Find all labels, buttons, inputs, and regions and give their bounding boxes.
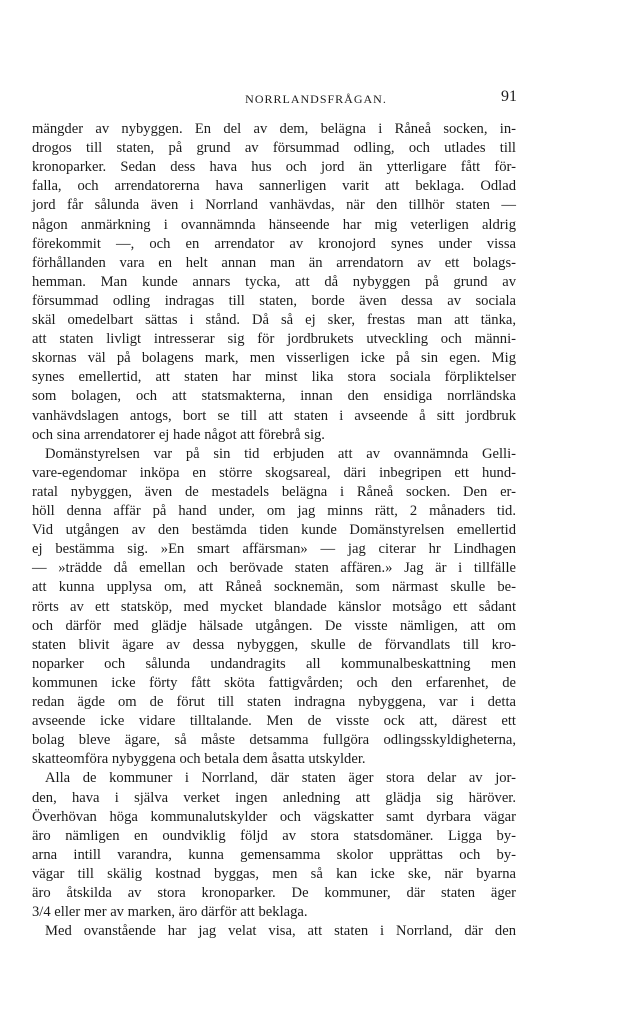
text-line: skornas väl på bolagens mark, men visserligen icke på sin egen. Mig <box>32 350 516 367</box>
text-line: bolag bleve ägare, så måste detsamma fullgöra odlingsskyldigheterna, <box>32 732 516 749</box>
text-line: noparker och sålunda undandragits all kommunalbeskattning men <box>32 655 516 672</box>
text-line: jord får sålunda även i Norrland vanhävdas, när den tillhör staten — <box>32 197 516 214</box>
text-line: försummad odling indragas till staten, borde även dessa av sociala <box>32 292 516 309</box>
text-line: synes emellertid, att staten har minst lika stora sociala förpliktelser <box>32 369 516 386</box>
text-line: Överhövan höga kommunalutskylder och vägskatter samt dyrbara vägar <box>32 808 516 825</box>
text-line: höll denna affär på hand under, om jag minns rätt, 2 månaders tid. <box>32 503 516 519</box>
text-line: skatteomföra nybyggena och betala dem åsatta utskylder. <box>32 751 366 768</box>
text-line: arna intill varandra, kunna gemensamma skolor upprättas och by- <box>32 846 516 863</box>
text-line: den, hava i själva verket ingen anledning att glädja sig häröver. <box>32 789 516 806</box>
text-line: 3/4 eller mer av marken, äro därför att beklaga. <box>32 904 308 921</box>
text-line: skäl omedelbart sättas i stånd. Då så ej sker, frestas man att tänka, <box>32 312 516 328</box>
text-line: att kunna upplysa om, att Råneå socknemän, som närmast skulle be- <box>32 579 516 596</box>
text-line: ratal nybyggen, även de mestadels belägna i Råneå socken. Den er- <box>32 483 516 500</box>
text-line: någon anmärkning i ovannämnda hänseende har mig veterligen aldrig <box>32 216 516 233</box>
text-line: kommunen icke förty fått sköta fattigvården; och den erfarenhet, de <box>32 674 516 691</box>
text-line: Vid utgången av den bestämda tiden kunde Domänstyrelsen emellertid <box>32 522 516 539</box>
text-line: Alla de kommuner i Norrland, där staten äger stora delar av jor- <box>45 770 516 787</box>
text-line: avseende icke vidare tilltalande. Men de visste ock att, därest ett <box>32 713 516 730</box>
text-line: kronoparker. Sedan dess hava hus och jord än ytterligare fått för- <box>32 159 516 176</box>
text-line: falla, och arrendatorerna hava sannerligen varit att beklaga. Odlad <box>32 178 516 195</box>
text-line: äro åtskilda av stora kronoparker. De kommuner, där staten äger <box>32 885 516 901</box>
text-line: ej bestämma sig. »En smart affärsman» — jag citerar hr Lindhagen <box>32 541 516 558</box>
text-line: förekommit —, och en arrendator av kronojord synes under vissa <box>32 235 516 252</box>
text-line: Med ovanstående har jag velat visa, att staten i Norrland, där den <box>45 923 516 940</box>
text-line: rörts av ett statsköp, med mycket blandade känslor motsågo ett sådant <box>32 598 516 615</box>
text-line: hemman. Man kunde annars tycka, att då nybyggen på grund av <box>32 273 516 290</box>
text-line: vanhävdslagen antogs, bort se till att staten i avseende å sitt jordbruk <box>32 407 516 424</box>
text-line: förhållanden vara en helt annan man än arrendatorn av ett bolags- <box>32 254 516 271</box>
text-line: som bolagen, och att statsmakterna, innan den ensidiga norrländska <box>32 388 516 405</box>
text-line: vägar till skälig kostnad byggas, men så kan icke ske, när byarna <box>32 865 516 882</box>
text-line: och därför med glädje hälsade utgången. De visste nämligen, att om <box>32 617 516 634</box>
running-title: NORRLANDSFRÅGAN. <box>245 92 387 106</box>
text-line: staten blivit ägare av dessa nybyggen, skulle de förvandlats till kro- <box>32 636 516 653</box>
text-line: äro nämligen en oundviklig följd av stora statsdomäner. Ligga by- <box>32 827 516 844</box>
text-line: drogos till staten, på grund av försummad odling, och utlades till <box>32 140 516 157</box>
text-line: redan ägde om de förut till staten indragna nybyggena, var i detta <box>32 694 516 710</box>
text-line: mängder av nybyggen. En del av dem, belägna i Råneå socken, in- <box>32 121 516 137</box>
page-number: 91 <box>501 88 517 105</box>
text-line: Domänstyrelsen var på sin tid erbjuden att av ovannämnda Gelli- <box>45 445 516 462</box>
text-line: och sina arrendatorer ej hade något att förebrå sig. <box>32 426 325 443</box>
text-line: att staten livligt intresserar sig för jordbrukets utveckling och männi- <box>32 331 516 348</box>
text-line: — »trädde då emellan och berövade staten affären.» Jag är i tillfälle <box>32 560 516 577</box>
text-line: vare-egendomar inköpa en större skogsareal, däri inbegripen ett hund- <box>32 464 516 481</box>
